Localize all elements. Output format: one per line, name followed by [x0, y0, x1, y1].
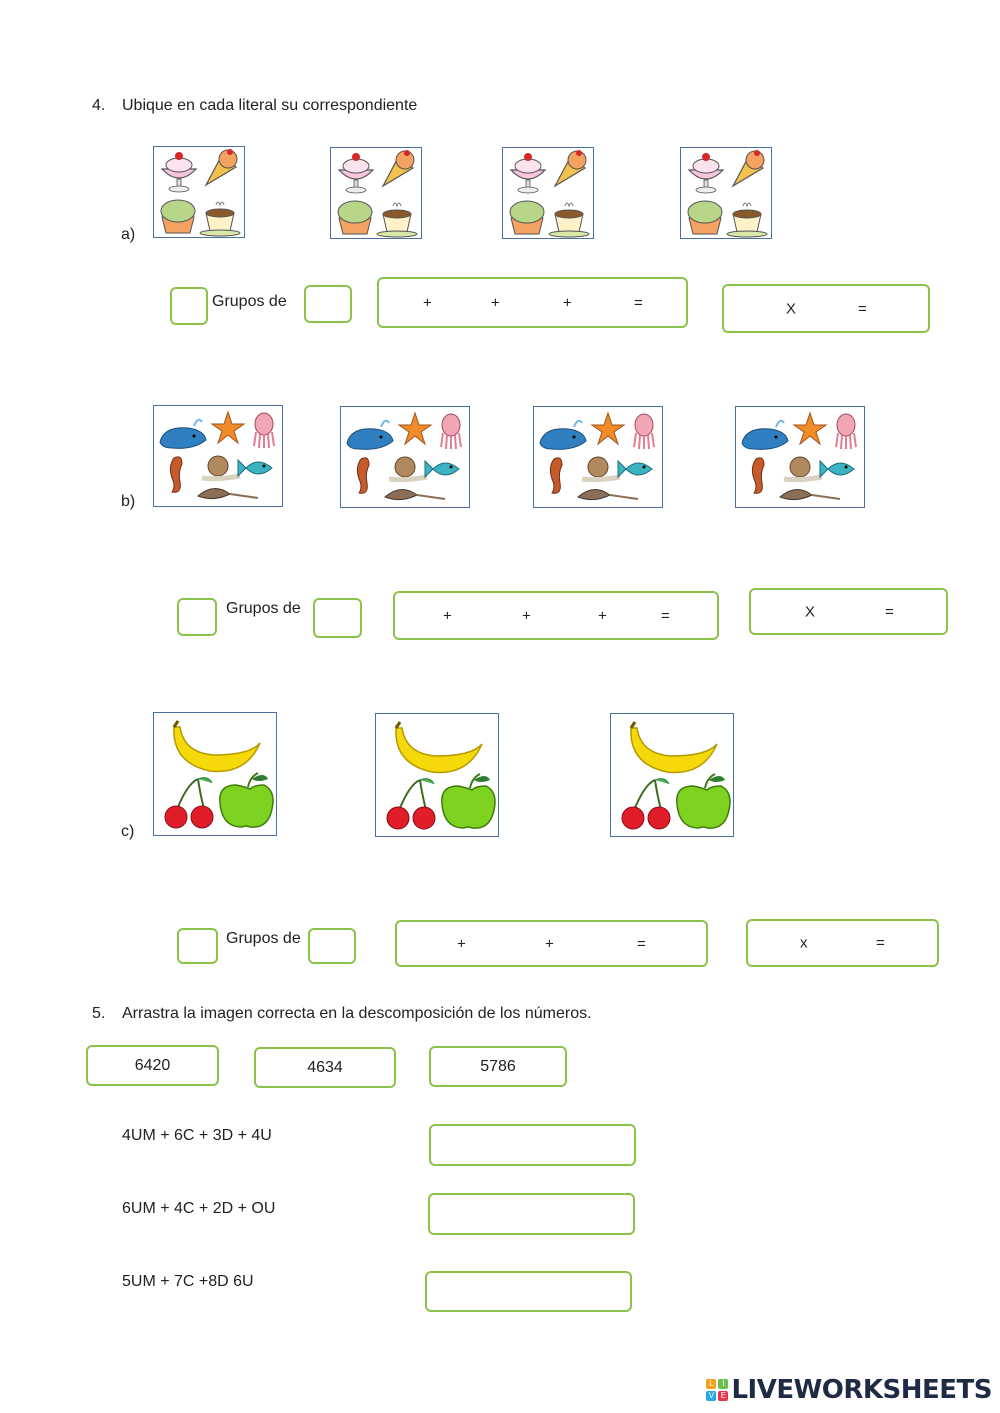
- decomposition-row-3: 5UM + 7C +8D 6U: [122, 1273, 254, 1290]
- plus-sign: +: [522, 607, 531, 624]
- option-6420[interactable]: [86, 1045, 219, 1086]
- c-groups-label: Grupos de: [226, 930, 301, 947]
- plus-sign: +: [598, 607, 607, 624]
- logo-text: LIVEWORKSHEETS: [731, 1375, 992, 1405]
- liveworksheets-logo: [706, 1375, 992, 1405]
- equals-sign: =: [885, 603, 894, 620]
- logo-letter: E: [718, 1391, 728, 1401]
- plus-sign: +: [443, 607, 452, 624]
- q5-title: Arrastra la imagen correcta en la descomposición de los números.: [122, 1005, 592, 1022]
- equals-sign: =: [661, 607, 670, 624]
- label-b: b): [121, 493, 136, 510]
- plus-sign: +: [545, 935, 554, 952]
- b-multiplication-box[interactable]: [749, 588, 948, 635]
- logo-letter: V: [706, 1391, 716, 1401]
- a-group-size-input[interactable]: [304, 285, 352, 323]
- option-value: 4634: [307, 1058, 343, 1076]
- a-addition-box[interactable]: [377, 277, 688, 328]
- equals-sign: =: [858, 300, 867, 317]
- decomposition-row-1: 4UM + 6C + 3D + 4U: [122, 1127, 272, 1144]
- fruit-image: [153, 712, 277, 836]
- q5-number: 5.: [92, 1005, 106, 1022]
- b-groups-count-input[interactable]: [177, 598, 217, 636]
- a-groups-count-input[interactable]: [170, 287, 208, 325]
- c-groups-count-input[interactable]: [177, 928, 218, 964]
- logo-letter: L: [706, 1379, 716, 1389]
- q4-title: Ubique en cada literal su correspondiente: [122, 97, 418, 114]
- fruit-image: [610, 713, 734, 837]
- equals-sign: =: [634, 294, 643, 311]
- decomposition-row-2: 6UM + 4C + 2D + OU: [122, 1200, 276, 1217]
- equals-sign: =: [876, 934, 885, 952]
- c-addition-box[interactable]: [395, 920, 708, 967]
- dessert-image: [153, 146, 245, 238]
- logo-letter: I: [718, 1379, 728, 1389]
- q4-number: 4.: [92, 97, 106, 114]
- b-addition-box[interactable]: [393, 591, 719, 640]
- times-sign: x: [800, 934, 808, 952]
- label-a: a): [121, 226, 136, 243]
- drop-target-1[interactable]: [429, 1124, 636, 1166]
- plus-sign: +: [491, 294, 500, 311]
- b-group-size-input[interactable]: [313, 598, 362, 638]
- sea-animals-image: [533, 406, 663, 508]
- a-groups-label: Grupos de: [212, 293, 287, 310]
- logo-mark-icon: [706, 1379, 728, 1401]
- drop-target-3[interactable]: [425, 1271, 632, 1312]
- plus-sign: +: [563, 294, 572, 311]
- times-sign: X: [786, 300, 797, 317]
- a-multiplication-box[interactable]: [722, 284, 930, 333]
- fruit-image: [375, 713, 499, 837]
- equals-sign: =: [637, 935, 646, 952]
- sea-animals-image: [153, 405, 283, 507]
- c-group-size-input[interactable]: [308, 928, 356, 964]
- plus-sign: +: [423, 294, 432, 311]
- dessert-image: [680, 147, 772, 239]
- plus-sign: +: [457, 935, 466, 952]
- c-multiplication-box[interactable]: [746, 919, 939, 967]
- option-5786[interactable]: [429, 1046, 567, 1087]
- option-4634[interactable]: [254, 1047, 396, 1088]
- drop-target-2[interactable]: [428, 1193, 635, 1235]
- option-value: 6420: [134, 1056, 171, 1074]
- times-sign: X: [805, 603, 816, 620]
- option-value: 5786: [480, 1057, 516, 1075]
- sea-animals-image: [735, 406, 865, 508]
- dessert-image: [330, 147, 422, 239]
- label-c: c): [121, 823, 135, 840]
- dessert-image: [502, 147, 594, 239]
- sea-animals-image: [340, 406, 470, 508]
- b-groups-label: Grupos de: [226, 600, 301, 617]
